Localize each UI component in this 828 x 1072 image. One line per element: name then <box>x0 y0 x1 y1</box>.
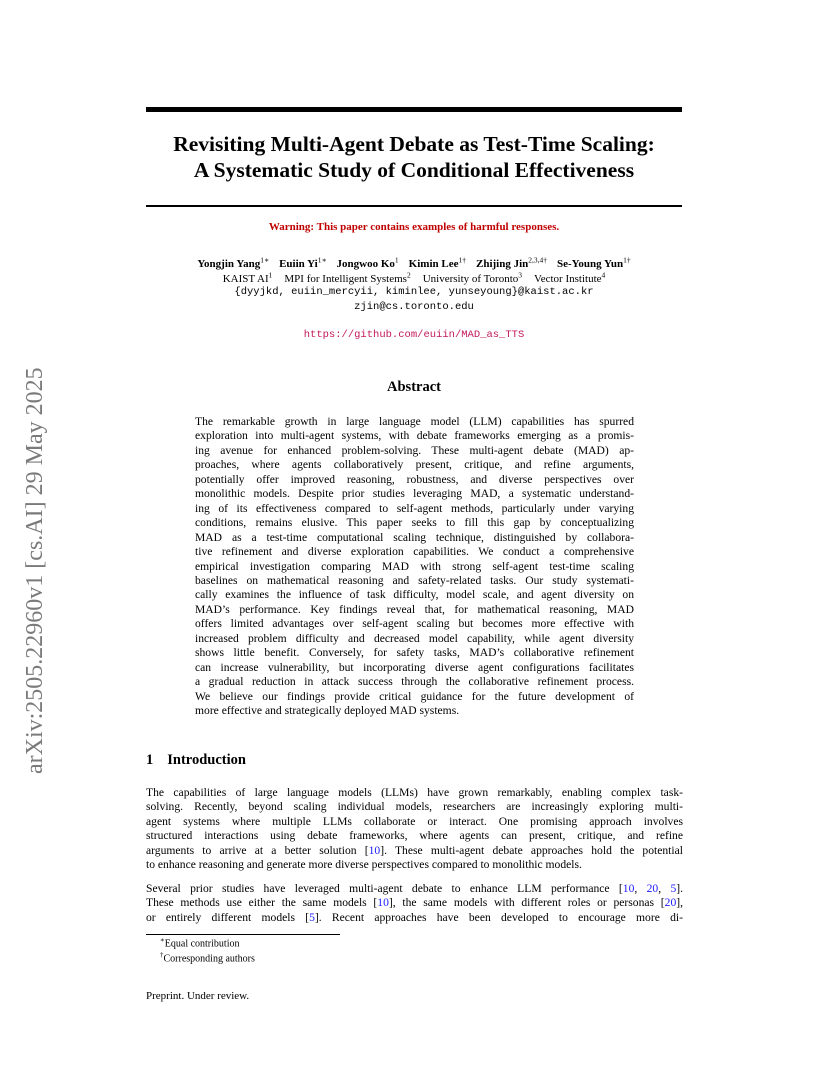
affiliation-mark: 2 <box>406 270 411 279</box>
citation-link[interactable]: 10 <box>377 896 389 910</box>
abstract-line: We believe our findings provide critical guidance for the future development of <box>195 689 634 703</box>
p1-line: agent systems where multiple LLMs collaborate or interact. One promising approach involves <box>146 814 683 828</box>
affiliation-list <box>146 270 682 285</box>
p2-text: These methods use either the same models [ <box>146 896 378 910</box>
abstract-line: potentially offer improved reasoning, robustness, and diverse perspectives over <box>195 472 634 486</box>
citation-link[interactable]: 10 <box>368 843 381 857</box>
citation-link[interactable]: 20 <box>664 896 677 910</box>
p1-line: to enhance reasoning and generate more diverse perspectives compared to monolithic models. <box>146 858 582 872</box>
abstract-line: The remarkable growth in large language model (LLM) capabilities has spurred <box>195 415 634 428</box>
author-name: Yongjin Yang$^{1∗}$ <box>197 255 270 270</box>
title-line-2: A Systematic Study of Conditional Effectiveness <box>193 158 635 182</box>
author-affil-mark: 2,3,4† <box>528 255 548 264</box>
preprint-notice: Preprint. Under review. <box>146 990 250 1002</box>
footnote-mark: † <box>160 951 164 959</box>
github-link[interactable]: https://github.com/euiin/MAD_as_TTS <box>303 329 525 341</box>
abstract-line: ing avenue for enhanced problem-solving. These multi-agent debate (MAD) ap- <box>195 443 634 457</box>
citation-link[interactable]: 20 <box>646 882 659 895</box>
abstract-line: cally examines the influence of task difficulty, model scale, and agent diversity on <box>195 588 634 602</box>
abstract-line: shows little benefit. Conversely, for safety tasks, MAD’s collaborative refinement <box>195 646 634 660</box>
p2-text: ]. Recent approaches have been developed to encourage more di- <box>314 910 683 924</box>
footnote-rule <box>146 934 340 935</box>
p2-line: These methods use either the same models [10], the same models with different roles or personas [20], <box>146 896 683 910</box>
footnote-equal-contribution <box>160 936 239 949</box>
title-top-rule <box>146 107 682 112</box>
affiliation-mark: 3 <box>518 270 523 279</box>
author-list <box>146 255 682 270</box>
email-line-1: {dyyjkd, euiin_mercyii, kiminlee, yunseyoung}@kaist.ac.kr <box>234 286 594 298</box>
footnote-corresponding <box>160 951 255 964</box>
intro-paragraph-1 <box>146 786 683 872</box>
abstract-line: a gradual reduction in attack success through the collaborative refinement process. <box>195 675 634 689</box>
abstract-heading: Abstract <box>387 379 441 395</box>
author-name: Kimin Lee$^{1\dagger}$ <box>408 255 466 270</box>
section-title: Introduction <box>167 752 246 768</box>
abstract-line: MAD’s performance. Key findings reveal that, for mathematical reasoning, MAD <box>195 602 634 616</box>
p1-line: solving. Recently, beyond scaling individual models, researchers are increasingly exploring multi- <box>146 800 683 814</box>
author-affil-mark: 1 <box>394 255 399 264</box>
p1-line: structured interactions using debate frameworks, where agents can present, critique, and refine <box>146 829 683 843</box>
footnote-text: Equal contribution <box>164 938 240 950</box>
affiliation: University of Toronto$^3$ <box>422 270 523 285</box>
affiliation: KAIST $AI^1$ <box>222 270 273 285</box>
abstract-line: conditions, remains elusive. This paper seeks to fill this gap by conceptualizing <box>195 516 634 530</box>
abstract-line: proaches, where agents collaboratively present, critique, and refine arguments, <box>195 458 634 472</box>
abstract-line: MAD as a test-time computational scaling technique, distinguished by collabora- <box>195 530 634 544</box>
footnote-text: Corresponding authors <box>163 953 255 965</box>
abstract-line: monolithic models. Despite prior studies leveraging MAD, a systematic understand- <box>195 487 634 501</box>
abstract-line: tive refinement and diverse exploration capabilities. We conduct a comprehensive <box>195 545 634 559</box>
affiliation-mark: 4 <box>601 270 606 279</box>
affiliation: Vector Institute$^4$ <box>534 270 606 285</box>
affiliation: MPI for Intelligent Systems$^2$ <box>284 270 411 285</box>
title-line-1: Revisiting Multi-Agent Debate as Test-Time Scaling: <box>173 132 655 156</box>
abstract-line: baselines on mathematical reasoning and safety-related tasks. Our study systemati- <box>195 573 634 587</box>
p2-text: ], the same models with different roles or personas [ <box>388 896 665 910</box>
p1-line: The capabilities of large language models (LLMs) have grown remarkably, enabling complex task- <box>146 786 683 799</box>
email-line-2: zjin@cs.toronto.edu <box>354 301 474 313</box>
p1-line: arguments to arrive at a better solution [10]. These multi-agent debate approaches hold the potential <box>146 843 683 857</box>
citation-link[interactable]: 10 <box>622 882 635 895</box>
intro-paragraph-2 <box>146 882 683 925</box>
section-heading <box>146 752 246 769</box>
footnote-mark: ∗ <box>160 936 165 944</box>
author-name: Se-Young Yun$^{1\dagger}$ <box>557 255 631 270</box>
abstract-line: more effective and strategically deployed MAD systems. <box>195 704 460 718</box>
arxiv-identifier: arXiv:2505.22960v1 [cs.AI] 29 May 2025 <box>22 367 48 774</box>
abstract-line: ing of its effectiveness compared to self-agent methods, particularly under varying <box>195 501 634 515</box>
paper-title <box>146 131 682 183</box>
abstract-line: can increase vulnerability, but incorporating diverse agent configurations facilitates <box>195 660 634 674</box>
author-name: Jongwoo Ko$^1$ <box>336 255 399 270</box>
abstract-body <box>195 415 634 719</box>
p2-line: Several prior studies have leveraged multi-agent debate to enhance LLM performance [10, 20, 5]. <box>146 882 684 895</box>
p2-text: Several prior studies have leveraged multi-agent debate to enhance LLM performance [ <box>146 882 623 895</box>
author-affil-mark: 1∗ <box>317 255 327 264</box>
author-affil-mark: 1† <box>458 255 466 264</box>
author-name: Zhijing Jin$^{2,3,4\dagger}$ <box>475 255 548 270</box>
citation-link[interactable]: 5 <box>309 910 315 924</box>
author-affil-mark: 1∗ <box>260 255 270 264</box>
citation-link[interactable]: 5 <box>670 882 677 895</box>
affiliation-mark: 1 <box>268 270 273 279</box>
author-affil-mark: 1† <box>623 255 631 264</box>
abstract-line: empirical investigation comparing MAD with strong self-agent test-time scaling <box>195 559 634 573</box>
abstract-line: exploration into multi-agent systems, with debate frameworks emerging as a promis- <box>195 429 634 443</box>
abstract-line: offers limited advantages over self-agent scaling but becomes more effective with <box>195 617 634 631</box>
title-bottom-rule <box>146 205 682 207</box>
p2-text: or entirely different models [ <box>146 910 310 924</box>
content-warning: Warning: This paper contains examples of harmful responses. <box>268 221 560 233</box>
p2-line <box>146 911 683 925</box>
abstract-line: increased problem difficulty and decreased model capability, while agent diversity <box>195 631 634 645</box>
author-name: Euiin $Yi^{1∗}$ <box>279 255 327 270</box>
section-number: 1 <box>146 752 154 768</box>
